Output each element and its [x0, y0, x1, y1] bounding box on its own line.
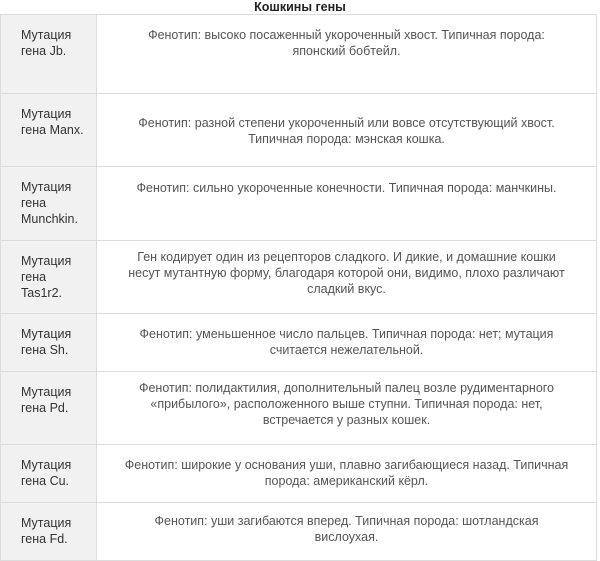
gene-name-cell: Мутация гена Cu.	[1, 445, 97, 503]
gene-description-cell: Фенотип: уши загибаются вперед. Типичная порода: шотландская вислоухая.	[97, 503, 597, 561]
gene-description-cell: Фенотип: сильно укороченные конечности. Типичная порода: манчкины.	[97, 167, 597, 241]
table-row	[1, 314, 597, 372]
gene-name-cell: Мутация гена Fd.	[1, 503, 97, 561]
table-row	[1, 241, 597, 314]
table-row	[1, 503, 597, 561]
table-row	[1, 94, 597, 167]
cat-genes-table	[0, 14, 597, 561]
gene-description-cell: Фенотип: высоко посаженный укороченный хвост. Типичная порода: японский бобтейл.	[97, 15, 597, 94]
gene-description-cell: Фенотип: уменьшенное число пальцев. Типичная порода: нет; мутация считается нежелательной.	[97, 314, 597, 372]
gene-name-cell: Мутация гена Manx.	[1, 94, 97, 167]
table-row	[1, 445, 597, 503]
table-title: Кошкины гены	[254, 0, 346, 14]
gene-name-cell: Мутация гена Munchkin.	[1, 167, 97, 241]
gene-name-cell: Мутация гена Pd.	[1, 372, 97, 445]
gene-description-cell: Фенотип: полидактилия, дополнительный палец возле рудиментарного «прибылого», расположенного выше ступни. Типичная порода: нет, встречается у разных кошек.	[97, 372, 597, 445]
table-row	[1, 372, 597, 445]
gene-description-cell: Фенотип: разной степени укороченный или вовсе отсутствующий хвост. Типичная порода: мэнская кошка.	[97, 94, 597, 167]
table-row	[1, 167, 597, 241]
gene-name-cell: Мутация гена Sh.	[1, 314, 97, 372]
gene-description-cell: Фенотип: широкие у основания уши, плавно загибающиеся назад. Типичная порода: американский кёрл.	[97, 445, 597, 503]
gene-description-cell: Ген кодирует один из рецепторов сладкого. И дикие, и домашние кошки несут мутантную форму, благодаря которой они, видимо, плохо различают сладкий вкус.	[97, 241, 597, 314]
table-row	[1, 15, 597, 94]
gene-name-cell: Мутация гена Tas1r2.	[1, 241, 97, 314]
gene-name-cell: Мутация гена Jb.	[1, 15, 97, 94]
